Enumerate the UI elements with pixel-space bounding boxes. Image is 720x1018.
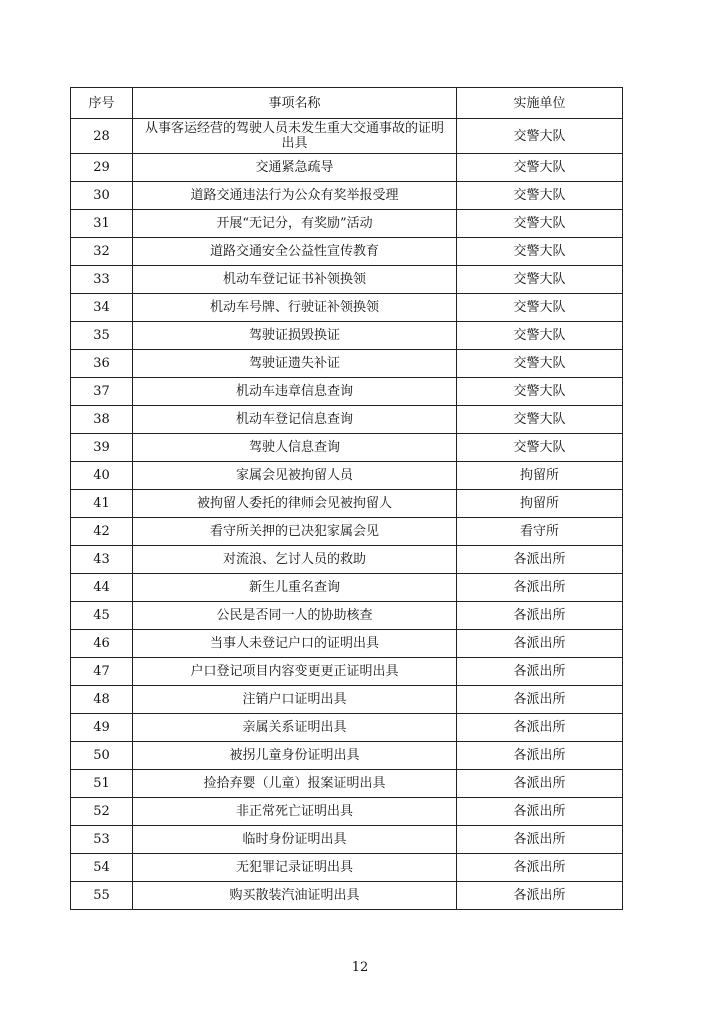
cell-item-name: 注销户口证明出具 [133,686,457,714]
table-row [71,854,623,882]
page-number: 12 [351,960,369,975]
cell-implementing-unit: 交警大队 [457,182,623,210]
table-row [71,686,623,714]
cell-implementing-unit: 交警大队 [457,266,623,294]
cell-implementing-unit: 交警大队 [457,210,623,238]
cell-item-name: 开展“无记分，有奖励”活动 [133,210,457,238]
cell-serial-number: 31 [71,210,133,238]
cell-implementing-unit: 交警大队 [457,406,623,434]
cell-implementing-unit: 各派出所 [457,798,623,826]
table-row [71,182,623,210]
cell-item-name: 道路交通违法行为公众有奖举报受理 [133,182,457,210]
table-row [71,238,623,266]
cell-serial-number: 29 [71,154,133,182]
cell-implementing-unit: 各派出所 [457,546,623,574]
cell-implementing-unit: 交警大队 [457,350,623,378]
cell-serial-number: 42 [71,518,133,546]
cell-item-name: 当事人未登记户口的证明出具 [133,630,457,658]
table-row [71,770,623,798]
table-row [71,434,623,462]
cell-item-name: 道路交通安全公益性宣传教育 [133,238,457,266]
header-serial-number: 序号 [71,88,133,119]
cell-serial-number: 51 [71,770,133,798]
cell-item-name: 新生儿重名查询 [133,574,457,602]
table-row [71,546,623,574]
cell-item-name: 对流浪、乞讨人员的救助 [133,546,457,574]
cell-serial-number: 41 [71,490,133,518]
cell-item-name: 看守所关押的已决犯家属会见 [133,518,457,546]
cell-implementing-unit: 看守所 [457,518,623,546]
cell-serial-number: 49 [71,714,133,742]
cell-serial-number: 55 [71,882,133,910]
cell-serial-number: 46 [71,630,133,658]
table-row [71,266,623,294]
table-row [71,882,623,910]
table-row [71,826,623,854]
cell-item-name: 被拐儿童身份证明出具 [133,742,457,770]
cell-item-name: 非正常死亡证明出具 [133,798,457,826]
cell-item-name: 被拘留人委托的律师会见被拘留人 [133,490,457,518]
table-header-row [71,88,623,119]
cell-item-name: 机动车登记信息查询 [133,406,457,434]
cell-serial-number: 54 [71,854,133,882]
cell-serial-number: 30 [71,182,133,210]
cell-item-name: 公民是否同一人的协助核查 [133,602,457,630]
table-row [71,406,623,434]
table-row [71,630,623,658]
cell-item-name: 驾驶证遗失补证 [133,350,457,378]
cell-item-name: 机动车登记证书补领换领 [133,266,457,294]
cell-implementing-unit: 各派出所 [457,882,623,910]
cell-serial-number: 38 [71,406,133,434]
cell-implementing-unit: 各派出所 [457,686,623,714]
cell-item-name: 驾驶人信息查询 [133,434,457,462]
cell-implementing-unit: 各派出所 [457,574,623,602]
table-row [71,798,623,826]
cell-implementing-unit: 各派出所 [457,630,623,658]
cell-serial-number: 37 [71,378,133,406]
cell-item-name: 户口登记项目内容变更更正证明出具 [133,658,457,686]
cell-item-name: 购买散装汽油证明出具 [133,882,457,910]
cell-implementing-unit: 拘留所 [457,490,623,518]
service-items-table [70,87,623,910]
cell-implementing-unit: 交警大队 [457,119,623,154]
cell-serial-number: 47 [71,658,133,686]
cell-implementing-unit: 各派出所 [457,602,623,630]
cell-item-name: 机动车违章信息查询 [133,378,457,406]
cell-item-name: 亲属关系证明出具 [133,714,457,742]
cell-implementing-unit: 交警大队 [457,294,623,322]
table-row [71,350,623,378]
cell-implementing-unit: 交警大队 [457,378,623,406]
cell-implementing-unit: 各派出所 [457,714,623,742]
cell-serial-number: 52 [71,798,133,826]
cell-implementing-unit: 交警大队 [457,238,623,266]
cell-implementing-unit: 各派出所 [457,742,623,770]
header-item-name: 事项名称 [133,88,457,119]
table-row [71,714,623,742]
cell-serial-number: 45 [71,602,133,630]
table-row [71,154,623,182]
cell-implementing-unit: 各派出所 [457,770,623,798]
cell-item-name: 捡拾弃婴（儿童）报案证明出具 [133,770,457,798]
cell-item-name: 临时身份证明出具 [133,826,457,854]
table-row [71,119,623,154]
cell-serial-number: 39 [71,434,133,462]
table-row [71,210,623,238]
table-row [71,294,623,322]
table-row [71,518,623,546]
cell-serial-number: 33 [71,266,133,294]
cell-implementing-unit: 交警大队 [457,154,623,182]
table-row [71,658,623,686]
table-row [71,322,623,350]
cell-serial-number: 40 [71,462,133,490]
cell-implementing-unit: 交警大队 [457,434,623,462]
cell-implementing-unit: 拘留所 [457,462,623,490]
cell-serial-number: 35 [71,322,133,350]
cell-item-name: 家属会见被拘留人员 [133,462,457,490]
cell-implementing-unit: 交警大队 [457,322,623,350]
cell-serial-number: 44 [71,574,133,602]
cell-serial-number: 53 [71,826,133,854]
cell-serial-number: 32 [71,238,133,266]
cell-serial-number: 36 [71,350,133,378]
cell-item-name: 无犯罪记录证明出具 [133,854,457,882]
table-row [71,742,623,770]
table-row [71,378,623,406]
cell-implementing-unit: 各派出所 [457,854,623,882]
table-row [71,490,623,518]
table-row [71,602,623,630]
cell-serial-number: 28 [71,119,133,154]
header-implementing-unit: 实施单位 [457,88,623,119]
cell-implementing-unit: 各派出所 [457,826,623,854]
cell-item-name: 从事客运经营的驾驶人员未发生重大交通事故的证明出具 [133,119,457,154]
cell-serial-number: 34 [71,294,133,322]
cell-serial-number: 50 [71,742,133,770]
cell-item-name: 机动车号牌、行驶证补领换领 [133,294,457,322]
cell-item-name: 驾驶证损毁换证 [133,322,457,350]
cell-implementing-unit: 各派出所 [457,658,623,686]
cell-serial-number: 48 [71,686,133,714]
cell-item-name: 交通紧急疏导 [133,154,457,182]
table-row [71,462,623,490]
cell-serial-number: 43 [71,546,133,574]
table-row [71,574,623,602]
